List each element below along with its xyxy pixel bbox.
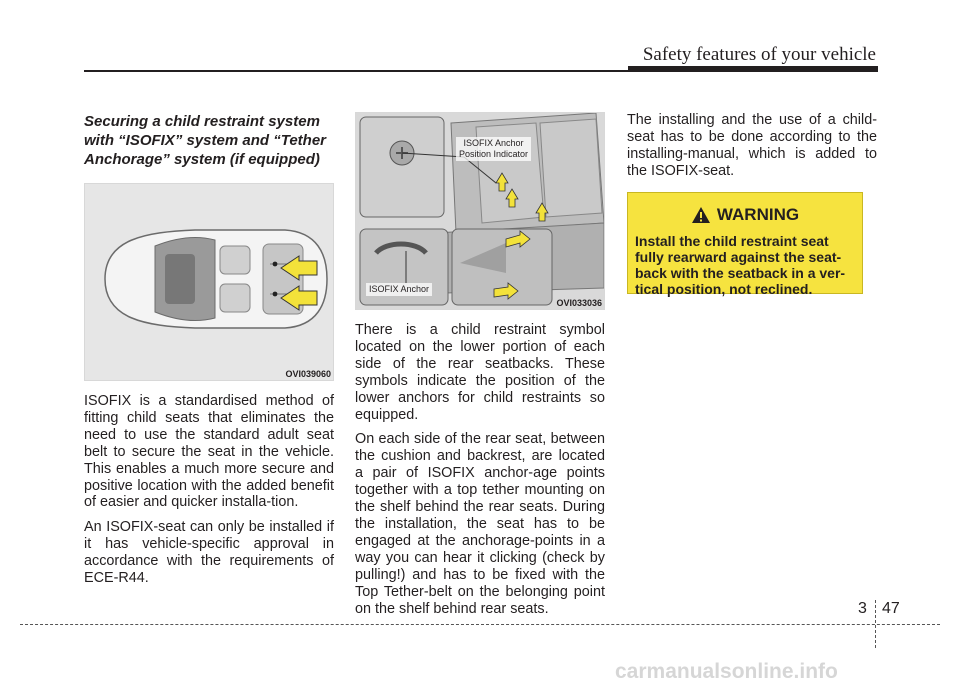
watermark: carmanualsonline.info: [615, 660, 838, 683]
figure-car-top-view: [84, 183, 334, 381]
page-header-title: Safety features of your vehicle: [642, 44, 876, 65]
warning-box: [627, 192, 863, 297]
header-rule-accent: [628, 66, 878, 72]
paragraph: The installing and the use of a child-seat has to be done according to the installing-manual, which is added to the ISOFIX-seat.: [627, 112, 877, 179]
paragraph: An ISOFIX-seat can only be installed if it has vehicle-specific approval in accordance with the requirements of ECE-R44.: [84, 519, 334, 587]
page-number: 47: [882, 600, 900, 617]
callout-anchor-position-indicator: ISOFIX Anchor Position Indicator: [456, 137, 531, 161]
warning-heading-text: WARNING: [716, 204, 800, 224]
paragraph: There is a child restraint symbol located on the lower portion of each side of the rear seatbacks. These symbols indicate the position of the lower anchors for child restraints so equipped.: [355, 322, 605, 423]
paragraph: ISOFIX is a standardised method of fitting child seats that eliminates the need to use the standard adult seat belt to secure the seat in the vehicle. This enables a much more secure and positive location with the added benefit of easier and quicker installa-tion.: [84, 393, 334, 511]
footer-divider: [875, 600, 876, 648]
car-top-view-illustration: [85, 184, 333, 380]
chapter-number: 3: [858, 600, 867, 617]
paragraph: On each side of the rear seat, between the cushion and backrest, are located a pair of ISOFIX anchor-age points together with a top tether mounting on the shelf behind the rear seats. During the installation, the seat has to be engaged at the anchorage-points in a way you can hear it clicking (check by pulling!) and has to be fixed with the Top Tether-belt on the belonging point on the shelf behind rear seats.: [355, 431, 605, 617]
column-2: [355, 112, 605, 625]
figure-code: OVI033036: [556, 298, 602, 308]
callout-isofix-anchor: ISOFIX Anchor: [366, 283, 432, 296]
column-3: [627, 112, 877, 297]
footer-rule: [20, 624, 940, 625]
warning-text: Install the child restraint seat fully rearward against the seat-back with the seatback in a ver-tical position, not reclined.: [635, 232, 846, 297]
column-1: [84, 112, 334, 595]
warning-triangle-icon: [691, 206, 711, 224]
figure-code: OVI039060: [285, 369, 331, 379]
warning-heading: [635, 205, 855, 225]
figure-rear-seat: [355, 112, 605, 310]
section-title: Securing a child restraint system with “ISOFIX” system and “Tether Anchorage” system (if equipped): [84, 113, 326, 168]
